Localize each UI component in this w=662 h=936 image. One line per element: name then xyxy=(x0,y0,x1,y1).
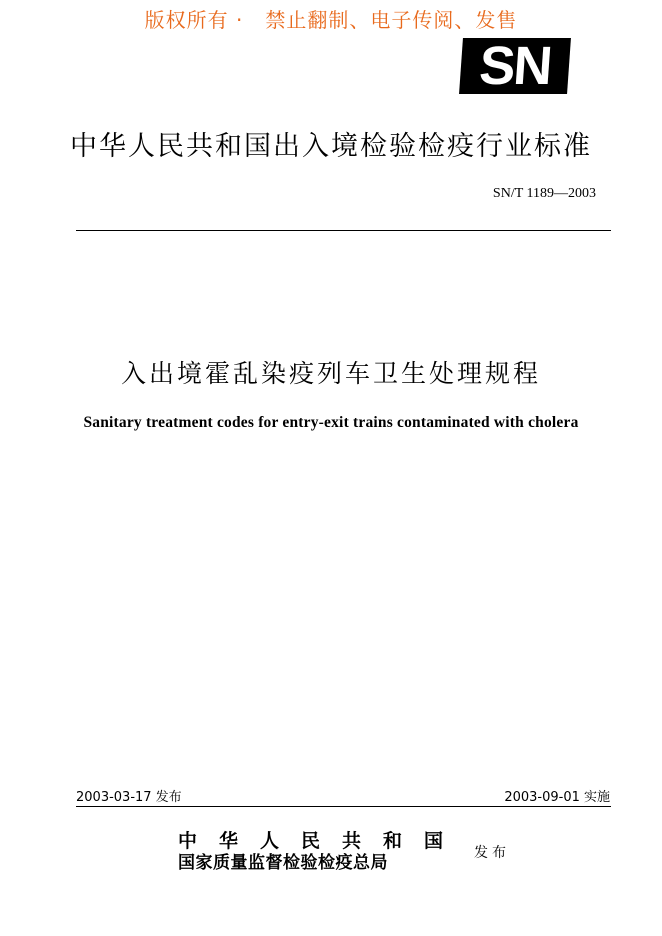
issuer-line-1: 中华人民共和国 xyxy=(178,830,466,852)
copyright-notice: 版权所有 · 禁止翻制、电子传阅、发售 xyxy=(144,8,518,32)
document-title-english: Sanitary treatment codes for entry-exit trains contaminated with cholera xyxy=(83,414,579,431)
standard-number: SN/T 1189—2003 xyxy=(492,186,596,201)
issue-label: 发布 xyxy=(474,845,510,861)
implementation-date: 2003-09-01 实施 xyxy=(504,790,610,805)
organization-title: 中华人民共和国出入境检验检疫行业标准 xyxy=(70,131,592,162)
issuer-block xyxy=(178,830,465,874)
header-divider xyxy=(76,230,611,231)
issuer-line-2: 国家质量监督检验检疫总局 xyxy=(178,853,388,873)
sn-logo: SN xyxy=(459,38,571,94)
footer-divider xyxy=(76,806,611,807)
issue-date: 2003-03-17 发布 xyxy=(76,790,182,805)
document-title-chinese: 入出境霍乱染疫列车卫生处理规程 xyxy=(120,359,541,388)
